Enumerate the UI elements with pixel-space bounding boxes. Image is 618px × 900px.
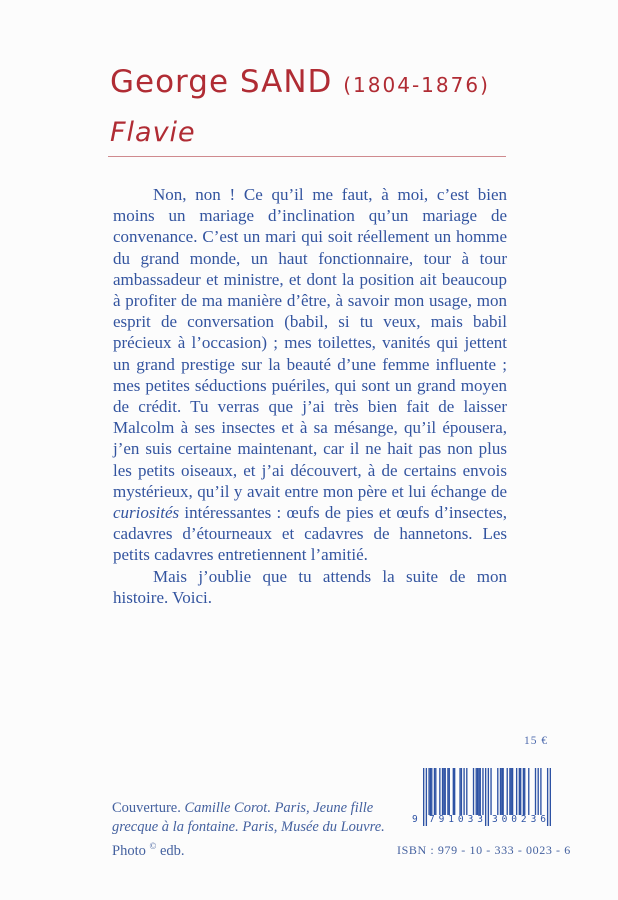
text-segment: edb. [156,842,185,859]
text-segment: Couverture. [112,800,185,816]
header-divider-rule [108,156,506,157]
barcode [412,768,551,828]
cover-credit [112,799,412,861]
body-text [113,184,507,608]
author-name: George SAND [110,64,333,100]
barcode-digit: 9 [438,814,445,825]
barcode-digit: 7 [429,814,435,825]
barcode-digit: 3 [530,814,537,825]
barcode-right-group [492,814,546,825]
barcode-digit: 0 [501,814,508,825]
author-line [110,64,490,100]
text-segment: intéressantes : œufs de pies et œufs d’insectes, cadavres d’étourneaux et cadavres de hannetons. Les petits cadavres entretiennent l’amitié. [113,503,507,565]
text-segment: © [149,841,157,851]
isbn-line: ISBN : 979 - 10 - 333 - 0023 - 6 [397,843,571,857]
barcode-digits [412,814,551,826]
barcode-first-digit: 9 [412,814,418,825]
text-segment: curiosités [113,503,180,523]
barcode-digit: 3 [477,814,483,825]
text-segment: Mais j’oublie que tu attends la suite de mon histoire. Voici. [113,566,507,607]
author-years: (1804-1876) [343,73,490,97]
barcode-digit: 0 [511,814,518,825]
text-segment: Non, non ! Ce qu’il me faut, à moi, c’est bien moins un mariage d’inclination qu’un mariage de convenance. C’est un mari qui soit réellement un homme du grand monde, un haut fonctionnaire, tour à tour ambassadeur et ministre, et dont la position ait beaucoup à profiter de ma manière d’être, à savoir mon usage, mon esprit de conversation (babil, si tu veux, mais babil précieux à l’occasion) ; mes toilettes, vanités qui jettent un grand prestige sur la beauté d’une femme influente ; mes petites séductions puériles, qui sont un grand moyen de crédit. Tu verras que j’ai très bien fait de laisser Malcolm à ses insectes et à sa mésange, qu’il épousera, j’en suis certaine maintenant, car il ne hait pas non plus les petits oiseaux, et j’ai découvert, à de certains envois mystérieux, qu’il y avait entre mon père et lui échange de [113,185,507,501]
price-label: 15 € [524,735,549,747]
barcode-digit: 0 [457,814,464,825]
text-segment: Photo [112,842,150,859]
barcode-digit: 3 [492,814,498,825]
barcode-digit: 6 [540,814,546,825]
paragraph [113,566,507,608]
header [110,64,490,148]
barcode-left-group [429,814,483,825]
text-segment: Camille Corot. Paris, Jeune fille grecque à la fontaine. Paris, Musée du Louvre. [112,800,385,835]
paragraph [113,184,507,566]
barcode-digit: 1 [448,814,455,825]
book-title: Flavie [110,117,196,148]
barcode-digit: 3 [467,814,474,825]
barcode-digit: 2 [520,814,527,825]
